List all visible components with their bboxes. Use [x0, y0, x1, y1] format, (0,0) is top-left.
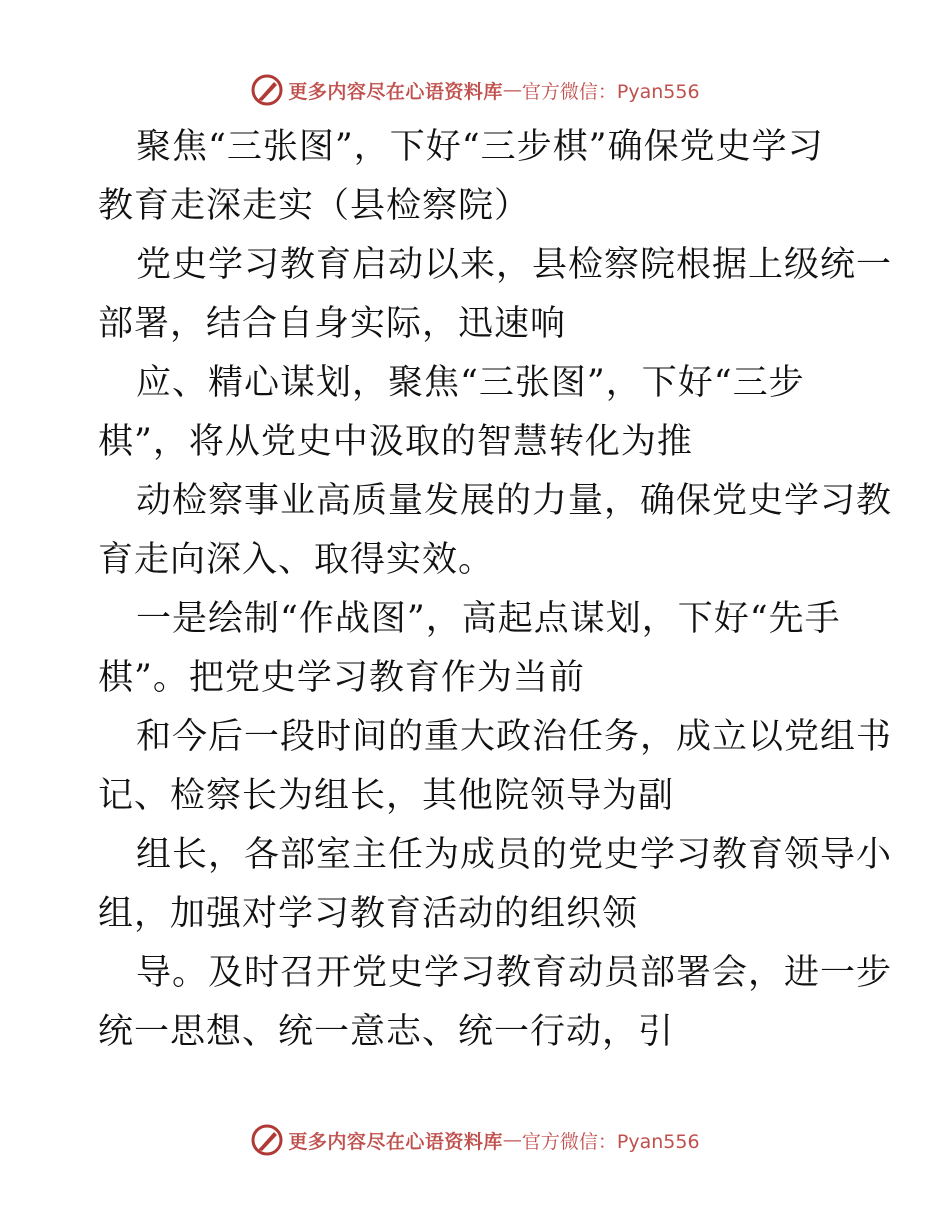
banner-separator: —	[502, 1129, 522, 1151]
document-line: 育走向深入、取得实效。	[98, 540, 495, 580]
document-line: 记、检察长为组长，其他院领导为副	[98, 776, 675, 816]
banner-wechat: 官方微信：Pyan556	[521, 80, 700, 103]
document-line: 教育走深走实（县检察院）	[98, 186, 531, 226]
footer-banner	[0, 1120, 950, 1160]
quill-logo-icon	[250, 73, 284, 107]
quill-logo-icon	[250, 1123, 284, 1157]
document-line: 统一思想、统一意志、统一行动，引	[98, 1012, 675, 1052]
banner-wechat: 官方微信：Pyan556	[521, 1130, 700, 1153]
document-line: 组，加强对学习教育活动的组织领	[98, 894, 639, 934]
document-line: 聚焦“三张图”，下好“三步棋”确保党史学习	[136, 127, 824, 167]
document-line: 棋”，将从党史中汲取的智慧转化为推	[98, 422, 693, 462]
document-line: 应、精心谋划，聚焦“三张图”，下好“三步	[136, 363, 805, 403]
document-line: 党史学习教育启动以来，县检察院根据上级统一	[136, 245, 893, 285]
banner-brand: 更多内容尽在心语资料库	[288, 1130, 503, 1153]
document-body	[98, 118, 893, 1062]
document-line: 组长，各部室主任为成员的党史学习教育领导小	[136, 835, 893, 875]
document-line: 和今后一段时间的重大政治任务，成立以党组书	[136, 717, 893, 757]
document-line: 棋”。把党史学习教育作为当前	[98, 658, 585, 698]
header-banner	[0, 70, 950, 110]
document-line: 部署，结合自身实际，迅速响	[98, 304, 567, 344]
banner-separator: —	[502, 79, 522, 101]
document-line: 动检察事业高质量发展的力量，确保党史学习教	[136, 481, 893, 521]
document-line: 导。及时召开党史学习教育动员部署会，进一步	[136, 953, 893, 993]
banner-brand: 更多内容尽在心语资料库	[288, 80, 503, 103]
document-line: 一是绘制“作战图”，高起点谋划，下好“先手	[136, 599, 841, 639]
